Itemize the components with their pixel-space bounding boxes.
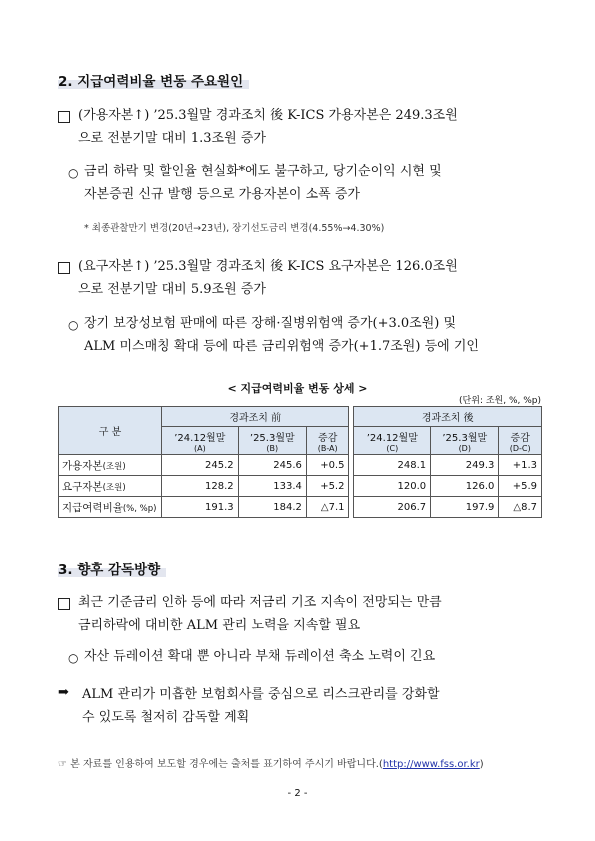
circle-bullet-icon: ○ bbox=[68, 318, 79, 332]
circle-bullet-icon: ○ bbox=[68, 166, 79, 180]
table-row: 가용자본(조원) 245.2 245.6 +0.5 248.1 249.3 +1.3 bbox=[59, 455, 542, 476]
item-required-capital-detail: 장기 보장성보험 판매에 따른 장해·질병위험액 증가(+3.0조원) 및 ALM 미스매칭 확대 등에 따른 금리위험액 증가(+1.7조원) 등에 기인 bbox=[84, 316, 479, 354]
col-header: ’24.12월말 (A) bbox=[162, 427, 239, 455]
item-supervision-plan: ALM 관리가 미흡한 보험회사를 중심으로 리스크관리를 강화할 수 있도록 철저히 감독할 계획 bbox=[82, 687, 440, 725]
arrow-right-icon: ➡ bbox=[58, 685, 69, 700]
table-row: 요구자본(조원) 128.2 133.4 +5.2 120.0 126.0 +5.9 bbox=[59, 476, 542, 497]
fss-link[interactable]: http://www.fss.or.kr bbox=[382, 759, 480, 770]
col-header: 증감 (B-A) bbox=[306, 427, 349, 455]
page-number: - 2 - bbox=[287, 788, 308, 799]
footnote: * 최종관찰만기 변경(20년→23년), 장기선도금리 변경(4.55%→4.30%) bbox=[84, 223, 385, 234]
pointing-hand-icon: ☞ bbox=[58, 759, 67, 770]
item-supervision-alm: 최근 기준금리 인하 등에 따라 저금리 기조 지속이 전망되는 만큼 금리하락에 대비한 ALM 관리 노력을 지속할 필요 bbox=[78, 595, 442, 633]
checkbox-bullet-icon bbox=[58, 598, 70, 614]
solvency-ratio-table bbox=[58, 406, 542, 518]
col-header: ’25.3월말 (B) bbox=[238, 427, 306, 455]
footer-notice: ☞ 본 자료를 인용하여 보도할 경우에는 출처를 표기하여 주시기 바랍니다.(http://www.fss.or.kr) bbox=[58, 759, 484, 770]
table-caption: < 지급여력비율 변동 상세 > bbox=[227, 382, 368, 395]
header-before: 경과조치 前 bbox=[162, 407, 349, 427]
table-unit: (단위: 조원, %, %p) bbox=[459, 396, 541, 406]
circle-bullet-icon: ○ bbox=[68, 651, 79, 665]
col-header: ’25.3월말 (D) bbox=[431, 427, 499, 455]
section-2-title: 2. 지급여력비율 변동 주요원인 bbox=[58, 70, 249, 90]
col-header: 증감 (D-C) bbox=[499, 427, 542, 455]
checkbox-bullet-icon bbox=[58, 111, 70, 127]
item-required-capital: (요구자본↑) ’25.3월말 경과조치 後 K-ICS 요구자본은 126.0조원 으로 전분기말 대비 5.9조원 증가 bbox=[78, 259, 458, 297]
item-available-capital: (가용자본↑) ’25.3월말 경과조치 後 K-ICS 가용자본은 249.3조원 으로 전분기말 대비 1.3조원 증가 bbox=[78, 108, 458, 146]
header-gubun: 구 분 bbox=[59, 407, 162, 455]
header-after: 경과조치 後 bbox=[354, 407, 542, 427]
table-row: 지급여력비율(%, %p) 191.3 184.2 △7.1 206.7 197.9 △8.7 bbox=[59, 497, 542, 518]
checkbox-bullet-icon bbox=[58, 262, 70, 278]
item-available-capital-detail: 금리 하락 및 할인율 현실화*에도 불구하고, 당기순이익 시현 및 자본증권 신규 발행 등으로 가용자본이 소폭 증가 bbox=[84, 164, 442, 202]
section-3-title: 3. 향후 감독방향 bbox=[58, 558, 166, 578]
item-duration-detail: 자산 듀레이션 확대 뿐 아니라 부채 듀레이션 축소 노력이 긴요 bbox=[84, 649, 436, 664]
col-header: ’24.12월말 (C) bbox=[354, 427, 431, 455]
